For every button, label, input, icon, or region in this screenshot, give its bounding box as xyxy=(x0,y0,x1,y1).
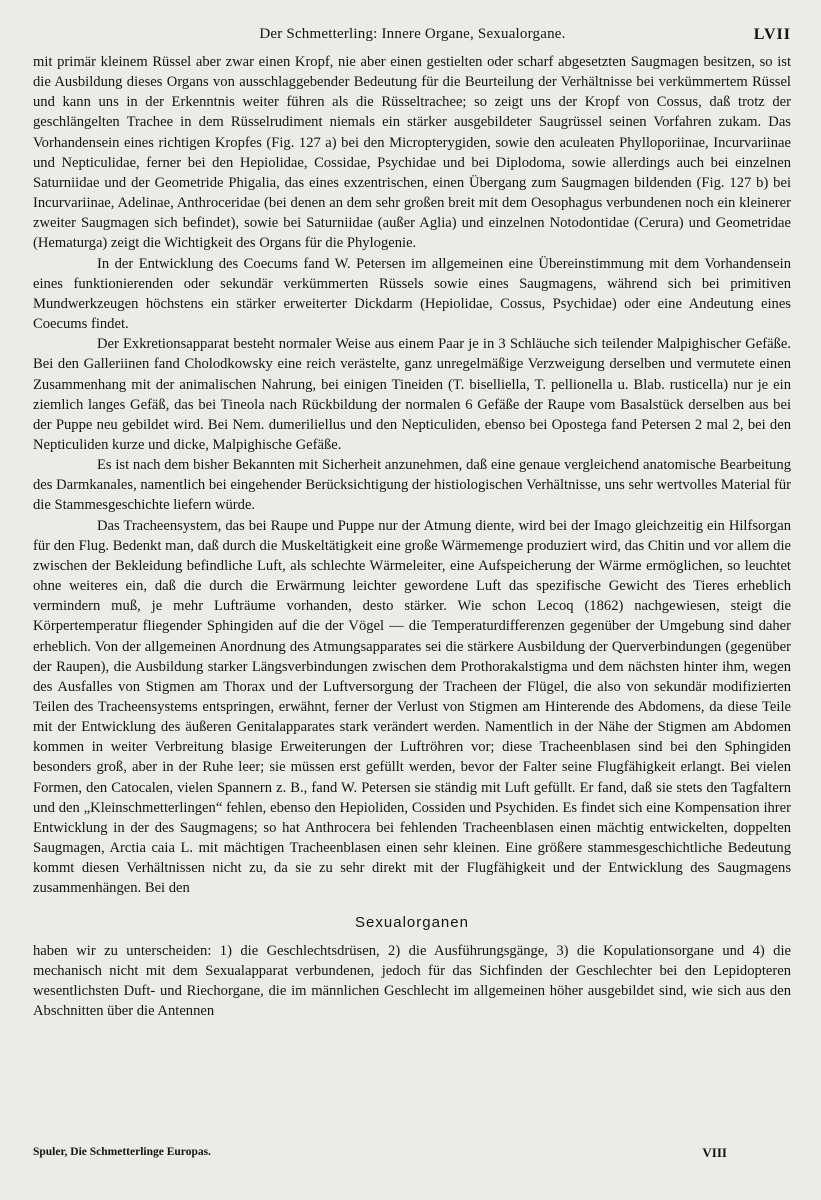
page-body xyxy=(33,52,791,1021)
page-footer xyxy=(33,1146,791,1166)
paragraph-kropf: mit primär kleinem Rüssel aber zwar einen Kropf, nie aber einen gestielten oder scharf abgesetzten Saugmagen besitzen, so ist die Ausbildung dieses Organs von ausschlaggebender Bedeutung für die Beurteilung der Verhältnisse bei verkümmertem Rüssel und kann uns in der Erkenntnis weiter führen als die Rüsseltrachee; so zeigt uns der Kropf von Cossus, daß trotz der geschlängelten Trachee in dem Rüsselrudiment niemals ein stärker ausgebildeter Saugrüssel seinen Vorfahren zukam. Das Vorhandensein eines richtigen Kropfes (Fig. 127 a) bei den Micropterygiden, sowie den aculeaten Phylloporiinae, Incurvariinae und Nepticulidae, ferner bei den Hepiolidae, Cossidae, Psychidae und bei Diplodoma, sowie allerdings auch bei einzelnen Saturniidae und der Geometride Phigalia, das eines exzentrischen, einen Übergang zum Saugmagen bildenden (Fig. 127 b) bei Incurvariinae, Adelinae, Anthroceridae (bei denen an dem sehr großen breit mit dem Oesophagus verbundenen noch ein kleinerer zweiter Saugmagen sich befindet), sowie bei Saturniidae (außer Aglia) und einzelnen Notodontidae (Cerura) und Geometridae (Hematurga) zeigt die Wichtigkeit des Organs für die Phylogenie. xyxy=(33,54,791,252)
page-number: LVII xyxy=(753,26,791,43)
running-title: Der Schmetterling: Innere Organe, Sexualorgane. xyxy=(259,26,566,42)
paragraph-sexualorgane: haben wir zu unterscheiden: 1) die Geschlechtsdrüsen, 2) die Ausführungsgänge, 3) die Kopulationsorgane und 4) die mechanisch nicht mit dem Sexualapparat verbundenen, jedoch für das Sichfinden der Geschlechter bei den Lepidopteren wesentlichsten Duft- und Riechorgane, die im männlichen Geschlecht im allgemeinen höher ausgebildet sind, wie sich aus den Abschnitten über die Antennen xyxy=(33,942,791,1020)
signature-mark: VIII xyxy=(702,1145,727,1160)
page-header xyxy=(34,26,791,48)
paragraph-tracheensystem: Das Tracheensystem, das bei Raupe und Puppe nur der Atmung diente, wird bei der Imago gleichzeitig ein Hilfsorgan für den Flug. Bedenkt man, daß durch die Muskeltätigkeit eine große Wärmemenge produziert wird, das Chitin und vor allem die zwischen der Bekleidung befindliche Luft, als schlechte Wärmeleiter, eine Aufspeicherung der Wärme ermöglichen, so leuchtet ohne weiteres ein, daß die durch die Erwärmung leichter gewordene Luft das spezifische Gewicht des Tieres erheblich vermindern muß, je mehr Lufträume vorhanden, desto stärker. Wie schon Lecoq (1862) nachgewiesen, steigt die Körpertemperatur fliegender Sphingiden auf die der Vögel — die Temperaturdifferenzen gegenüber der Umgebung sind daher erheblich. Von der allgemeinen Anordnung des Atmungsapparates sei die stärkere Ausbildung der Querverbindungen (gegenüber der Raupen), die Ausbildung starker Längsverbindungen zwischen dem Prothorakalstigma und dem nächsten hinter ihm, wegen des Ausfalles von Stigmen am Thorax und der Luftversorgung der Tracheen der Flügel, die also von sekundär modifizierten Teilen des Tracheensystems entspringen, erwähnt, ferner der Verlust von Stigmen am Hinterende des Abdomens, da diese Teile mit der Entwicklung des äußeren Genitalapparates stark verändert werden. Namentlich in der Nähe der Stigmen am Abdomen kommen in weiter Verbreitung blasige Erweiterungen der Luftröhren vor; diese Tracheenblasen sind bei den Sphingiden besonders groß, aber in der Ruhe leer; sie müssen erst gefüllt werden, bevor der Falter seine Flugfähigkeit erlangt. Bei vielen Formen, den Catocalen, vielen Spannern z. B., fand W. Petersen sie ständig mit Luft gefüllt. Er fand, daß sie stets den Tagfaltern und den „Kleinschmetterlingen“ fehlen, ebenso den Hepioliden, Cossiden und Psychiden. Es findet sich eine Kompensation ihrer Entwicklung in der des Saugmagens; so hat Anthrocera bei fehlenden Tracheenblasen einen mächtig entwickelten, doppelten Saugmagen, Arctia caia L. mit mächtigen Tracheenblasen einen sehr kleinen. Eine größere stammesgeschichtliche Bedeutung kommt diesen Verhältnissen nicht zu, da sie zu sehr direkt mit der Flugfähigkeit und der Entwicklung des Saugmagens zusammenhängen. Bei den xyxy=(33,517,791,897)
footer-source: Spuler, Die Schmetterlinge Europas. xyxy=(33,1146,211,1158)
section-heading: Sexualorganen xyxy=(355,913,469,931)
paragraph-exkretionsapparat: Der Exkretionsapparat besteht normaler Weise aus einem Paar je in 3 Schläuche sich teilender Malpighischer Gefäße. Bei den Galleriinen fand Cholodkowsky eine reich verästelte, ganz unregelmäßige Verzweigung derselben und vermutete einen Zusammenhang mit der animalischen Nahrung, bei einigen Tineiden (T. biselliella, T. pellionella u. Blab. rusticella) nur je ein ziemlich langes Gefäß, das bei Tineola nach Rückbildung der normalen 6 Gefäße der Raupe vom Basalstück derselben aus bei der Puppe neu gebildet wird. Bei Nem. dumeriliellus und den Nepticuliden, ebenso bei Opostega fand Petersen 2 mal 2, bei den Nepticuliden kurze und dicke, Malpighische Gefäße. xyxy=(33,336,791,453)
paragraph-darmkanal: Es ist nach dem bisher Bekannten mit Sicherheit anzunehmen, daß eine genaue vergleichend anatomische Bearbeitung des Darmkanales, namentlich bei eingehender Berücksichtigung der histiologischen Verhältnisse, uns sehr wertvolles Material für die Stammesgeschichte liefern würde. xyxy=(33,457,791,514)
paragraph-coecum: In der Entwicklung des Coecums fand W. Petersen im allgemeinen eine Übereinstimmung mit dem Vorhandensein eines funktionierenden oder sekundär verkümmerten Rüssels sowie eines Saugmagens, während sich bei primitiven Mundwerkzeugen höchstens ein stärker erweiterter Dickdarm (Hepiolidae, Cossus, Psychidae) oder eine Andeutung eines Coecums findet. xyxy=(33,255,791,333)
